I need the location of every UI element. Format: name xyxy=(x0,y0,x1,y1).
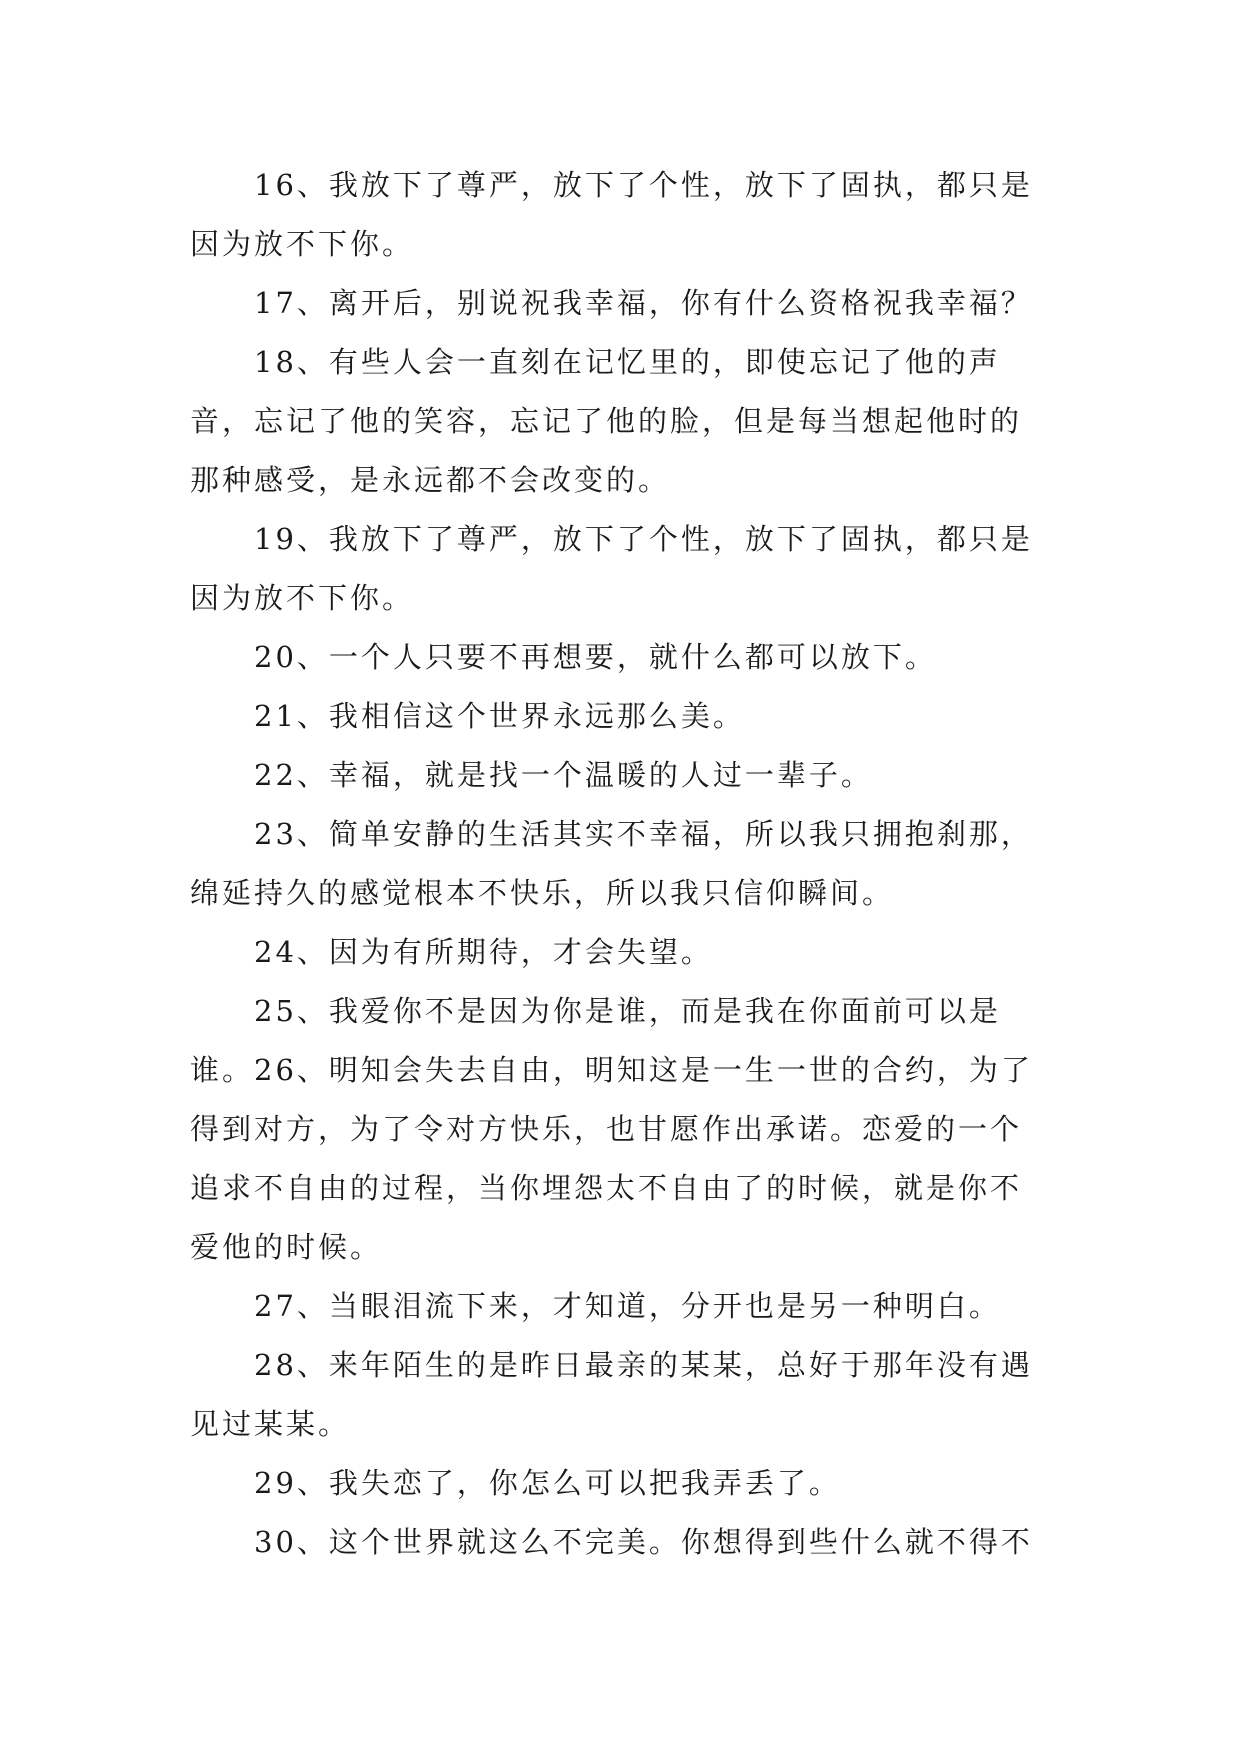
paragraph-23: 23、简单安静的生活其实不幸福，所以我只拥抱刹那，绵延持久的感觉根本不快乐，所以我只信仰瞬间。 xyxy=(190,817,1033,910)
paragraph-16: 16、我放下了尊严，放下了个性，放下了固执，都只是因为放不下你。 xyxy=(190,168,1033,261)
paragraph-26: 26、明知会失去自由，明知这是一生一世的合约，为了得到对方，为了令对方快乐，也甘愿作出承诺。恋爱的一个追求不自由的过程，当你埋怨太不自由了的时候，就是你不爱他的时候。 xyxy=(190,1053,1033,1264)
paragraph-25: 25、我爱你不是因为你是谁，而是我在你面前可以是谁。 xyxy=(190,994,1001,1087)
document-page xyxy=(190,0,1050,1754)
paragraph-19: 19、我放下了尊严，放下了个性，放下了固执，都只是因为放不下你。 xyxy=(190,522,1033,615)
paragraph-30: 30、这个世界就这么不完美。你想得到些什么就不得不 xyxy=(254,1525,1033,1559)
paragraph-27: 27、当眼泪流下来，才知道，分开也是另一种明白。 xyxy=(254,1289,1001,1323)
paragraph-20: 20、一个人只要不再想要，就什么都可以放下。 xyxy=(254,640,937,674)
paragraph-24: 24、因为有所期待，才会失望。 xyxy=(254,935,713,969)
paragraph-17: 17、离开后，别说祝我幸福，你有什么资格祝我幸福？ xyxy=(254,286,1033,320)
paragraph-21: 21、我相信这个世界永远那么美。 xyxy=(254,699,745,733)
paragraph-22: 22、幸福，就是找一个温暖的人过一辈子。 xyxy=(254,758,873,792)
paragraph-18: 18、有些人会一直刻在记忆里的，即使忘记了他的声音，忘记了他的笑容，忘记了他的脸，但是每当想起他时的那种感受，是永远都不会改变的。 xyxy=(190,345,1023,497)
paragraph-29: 29、我失恋了，你怎么可以把我弄丢了。 xyxy=(254,1466,841,1500)
paragraph-28: 28、来年陌生的是昨日最亲的某某，总好于那年没有遇见过某某。 xyxy=(190,1348,1033,1441)
